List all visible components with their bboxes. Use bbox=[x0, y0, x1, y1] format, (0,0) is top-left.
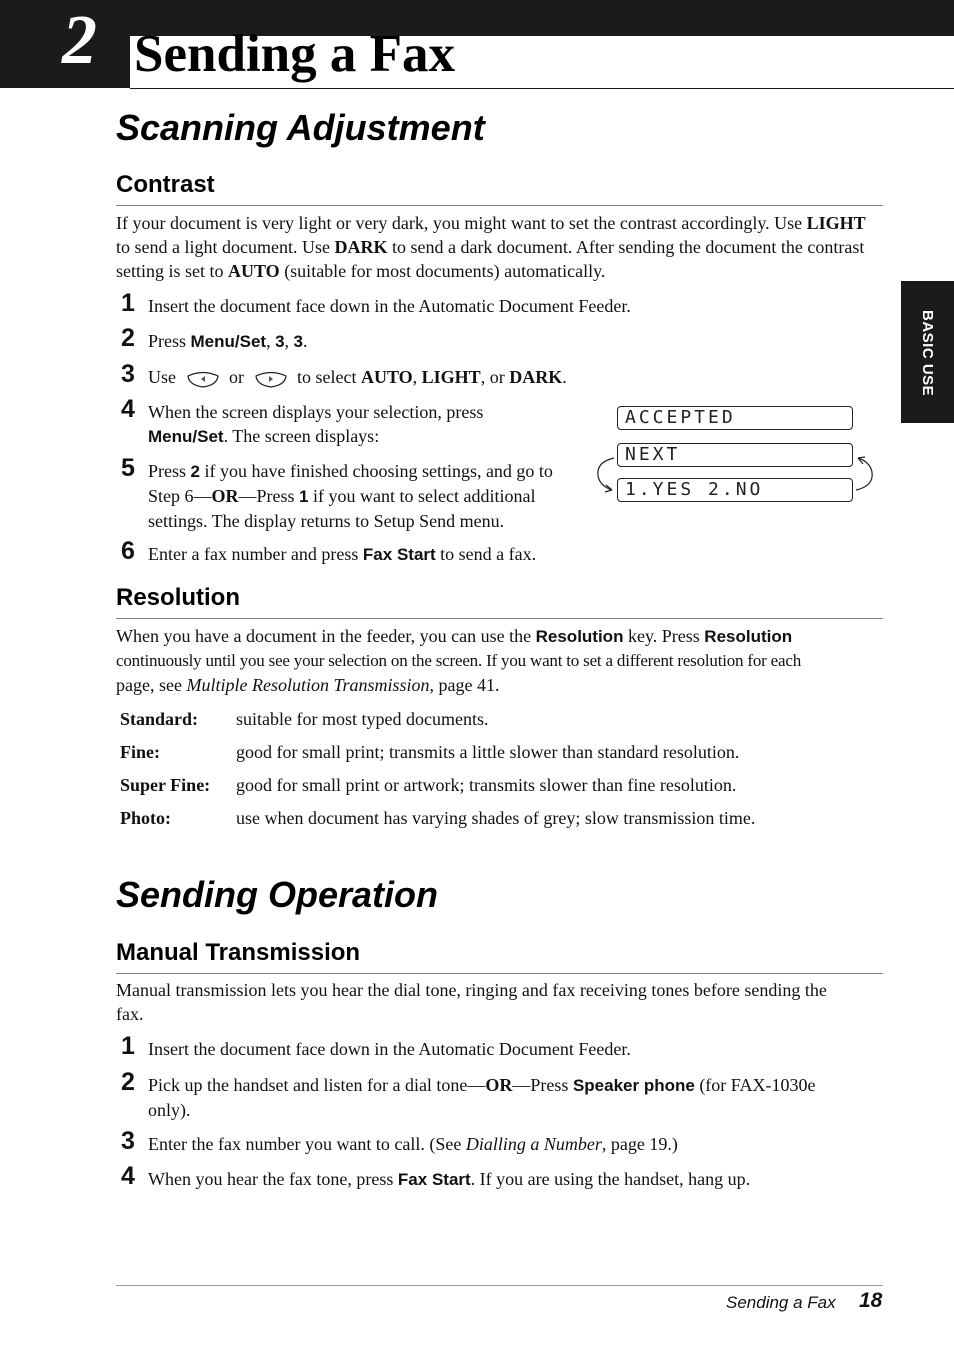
manual-transmission-rule bbox=[116, 973, 883, 974]
step-number: 2 bbox=[121, 324, 135, 352]
page-number: 18 bbox=[859, 1289, 883, 1312]
step-text: Enter the fax number you want to call. (See Dialling a Number, page 19.) bbox=[148, 1134, 678, 1154]
contrast-heading: Contrast bbox=[116, 171, 215, 198]
manual-transmission-intro: Manual transmission lets you hear the dial tone, ringing and fax receiving tones before sending the fax. bbox=[116, 980, 827, 1024]
page-title: Sending a Fax bbox=[134, 25, 456, 83]
step-number: 6 bbox=[121, 537, 135, 565]
resolution-option-label: Photo: bbox=[120, 808, 171, 828]
right-navigation-key-icon bbox=[255, 370, 287, 388]
step-text: Insert the document face down in the Automatic Document Feeder. bbox=[148, 1039, 631, 1059]
contrast-rule bbox=[116, 205, 883, 206]
step-text: Press Menu/Set, 3, 3. bbox=[148, 331, 308, 351]
step-number: 3 bbox=[121, 1127, 135, 1155]
resolution-option-desc: good for small print; transmits a little slower than standard resolution. bbox=[236, 742, 740, 762]
footer-rule bbox=[116, 1285, 883, 1286]
resolution-option-desc: suitable for most typed documents. bbox=[236, 709, 489, 729]
step-text: Press 2 if you have finished choosing settings, and go to Step 6—OR—Press 1 if you want to select additional settings. The display returns to Setup Send menu. bbox=[148, 461, 553, 531]
step-number: 2 bbox=[121, 1068, 135, 1096]
resolution-option-desc: good for small print or artwork; transmits slower than fine resolution. bbox=[236, 775, 737, 795]
resolution-intro: When you have a document in the feeder, you can use the Resolution key. Press Resolution continuously until you see your selection on the screen. If you want to set a different resolution for each page, see Multiple Resolution Transmission, page 41. bbox=[116, 626, 802, 695]
step-number: 1 bbox=[121, 289, 135, 317]
resolution-option-label: Super Fine: bbox=[120, 775, 211, 795]
step-number: 3 bbox=[121, 360, 135, 388]
scanning-adjustment-heading: Scanning Adjustment bbox=[116, 107, 485, 148]
step-text: Enter a fax number and press Fax Start to send a fax. bbox=[148, 544, 537, 564]
step-number: 4 bbox=[121, 395, 135, 423]
resolution-option-desc: use when document has varying shades of grey; slow transmission time. bbox=[236, 808, 756, 828]
chapter-number: 2 bbox=[62, 2, 97, 79]
step-text: When the screen displays your selection, press Menu/Set. The screen displays: bbox=[148, 402, 484, 446]
step-number: 4 bbox=[121, 1162, 135, 1190]
lcd-line: 1.YES 2.NO bbox=[617, 478, 853, 502]
left-navigation-key-icon bbox=[187, 370, 219, 388]
sending-operation-heading: Sending Operation bbox=[116, 874, 439, 915]
resolution-heading: Resolution bbox=[116, 584, 240, 611]
side-tab-label: BASIC USE bbox=[919, 310, 936, 397]
step-number: 1 bbox=[121, 1032, 135, 1060]
lcd-line: ACCEPTED bbox=[617, 406, 853, 430]
step-text: Insert the document face down in the Automatic Document Feeder. bbox=[148, 296, 631, 316]
manual-transmission-heading: Manual Transmission bbox=[116, 939, 361, 966]
resolution-option-label: Fine: bbox=[120, 742, 160, 762]
contrast-intro: If your document is very light or very dark, you might want to set the contrast accordingly. Use LIGHT to send a light document. Use DARK to send a dark document. After sending the document the contrast setting is set to AUTO (suitable for most documents) automatically. bbox=[116, 213, 866, 281]
resolution-rule bbox=[116, 618, 883, 619]
lcd-line: NEXT bbox=[617, 443, 853, 467]
resolution-option-label: Standard: bbox=[120, 709, 199, 729]
step-text: Use or to select AUTO, LIGHT, or DARK. bbox=[148, 367, 567, 387]
step-number: 5 bbox=[121, 454, 135, 482]
cycle-right-arrow-icon bbox=[852, 454, 876, 496]
step-text: Pick up the handset and listen for a dial tone—OR—Press Speaker phone (for FAX-1030e only). bbox=[148, 1075, 816, 1120]
step-text: When you hear the fax tone, press Fax Start. If you are using the handset, hang up. bbox=[148, 1169, 751, 1189]
cycle-left-arrow-icon bbox=[594, 454, 618, 496]
footer-title: Sending a Fax bbox=[726, 1293, 836, 1312]
